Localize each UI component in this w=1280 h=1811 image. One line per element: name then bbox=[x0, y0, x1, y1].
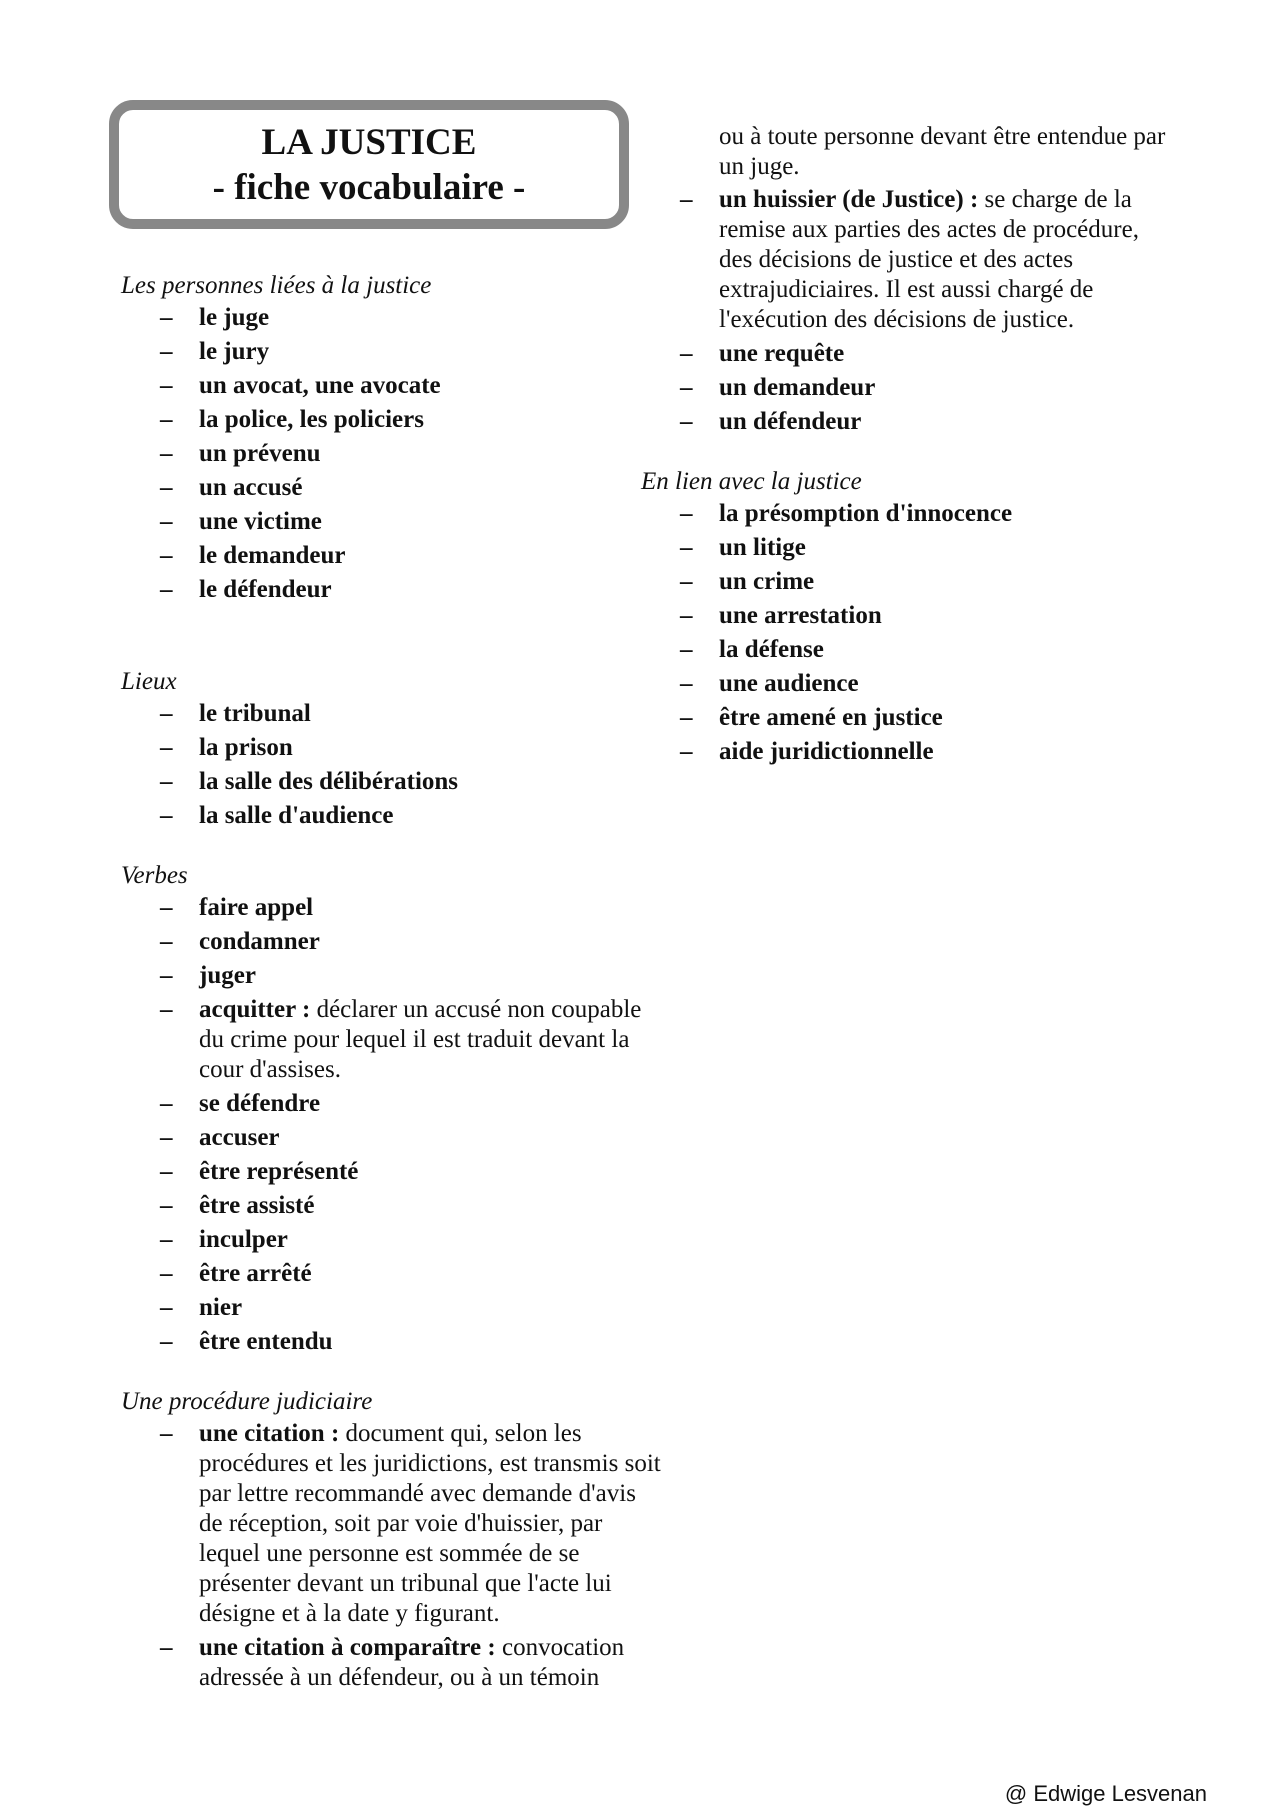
list-item bbox=[199, 1156, 661, 1188]
page-title: LA JUSTICE bbox=[261, 121, 477, 163]
term: la salle des délibérations bbox=[199, 768, 459, 795]
term: être assisté bbox=[199, 1192, 315, 1219]
title-box bbox=[109, 100, 629, 229]
term: le demandeur bbox=[199, 542, 346, 569]
list-item bbox=[199, 506, 661, 538]
term: la police, les policiers bbox=[199, 406, 424, 433]
term: la prison bbox=[199, 734, 293, 761]
term: un accusé bbox=[199, 474, 303, 501]
list-item bbox=[199, 302, 661, 334]
list-item bbox=[199, 1292, 661, 1324]
list-item bbox=[199, 1326, 661, 1358]
definition: se charge de la remise aux parties des actes de procédure, des décisions de justice et des actes extrajudiciaires. Il est aussi chargé de l'exécution des décisions de justice. bbox=[719, 186, 1139, 333]
term-list bbox=[121, 1418, 661, 1694]
term: nier bbox=[199, 1294, 243, 1321]
definition: document qui, selon les procédures et les juridictions, est transmis soit par lettre recommandé avec demande d'avis de réception, soit par voie d'huissier, par lequel une personne est sommée de se présenter devant un tribunal que l'acte lui désigne et à la date y figurant. bbox=[199, 1420, 661, 1627]
definition-continuation: ou à toute personne devant être entendue par un juge. bbox=[719, 123, 1166, 180]
term: une citation : bbox=[199, 1420, 340, 1447]
list-item bbox=[199, 994, 661, 1086]
term: le défendeur bbox=[199, 576, 332, 603]
list-item bbox=[199, 438, 661, 470]
term: être entendu bbox=[199, 1328, 333, 1355]
section-verbes bbox=[121, 860, 661, 1358]
term: le jury bbox=[199, 338, 270, 365]
term-list bbox=[121, 698, 661, 832]
term: la présomption d'innocence bbox=[719, 500, 1013, 527]
list-item bbox=[199, 1632, 661, 1694]
term: être représenté bbox=[199, 1158, 359, 1185]
list-item bbox=[199, 336, 661, 368]
term: une victime bbox=[199, 508, 322, 535]
list-item bbox=[719, 372, 1171, 404]
term: accuser bbox=[199, 1124, 280, 1151]
list-item bbox=[719, 184, 1171, 336]
term: la défense bbox=[719, 636, 824, 663]
term: un huissier (de Justice) : bbox=[719, 186, 979, 213]
list-item bbox=[199, 1418, 661, 1630]
term-list bbox=[641, 184, 1171, 438]
list-item bbox=[199, 732, 661, 764]
list-item bbox=[719, 668, 1171, 700]
list-item bbox=[719, 634, 1171, 666]
list-item bbox=[199, 370, 661, 402]
term: condamner bbox=[199, 928, 320, 955]
section-en-lien bbox=[641, 466, 1171, 768]
term: une citation à comparaître : bbox=[199, 1634, 496, 1661]
list-item bbox=[719, 532, 1171, 564]
section-title: Lieux bbox=[121, 668, 177, 695]
section-lieux bbox=[121, 666, 661, 832]
term: une arrestation bbox=[719, 602, 882, 629]
term: une audience bbox=[719, 670, 859, 697]
section-title: Les personnes liées à la justice bbox=[121, 272, 432, 299]
term: le juge bbox=[199, 304, 270, 331]
definition: déclarer un accusé non coupable du crime pour lequel il est traduit devant la cour d'assises. bbox=[199, 996, 642, 1083]
list-item bbox=[199, 800, 661, 832]
term: inculper bbox=[199, 1226, 288, 1253]
list-item bbox=[719, 566, 1171, 598]
list-item bbox=[199, 960, 661, 992]
term: se défendre bbox=[199, 1090, 321, 1117]
list-item bbox=[199, 1224, 661, 1256]
list-item bbox=[199, 1190, 661, 1222]
term-list bbox=[121, 892, 661, 1358]
list-item bbox=[719, 406, 1171, 438]
term: le tribunal bbox=[199, 700, 311, 727]
term: un crime bbox=[719, 568, 815, 595]
list-item bbox=[199, 472, 661, 504]
list-item bbox=[199, 1258, 661, 1290]
right-column bbox=[641, 122, 1171, 770]
list-item bbox=[199, 766, 661, 798]
term: juger bbox=[199, 962, 256, 989]
section-title: Verbes bbox=[121, 862, 188, 889]
list-item bbox=[199, 1122, 661, 1154]
term: faire appel bbox=[199, 894, 314, 921]
list-item bbox=[199, 404, 661, 436]
list-item bbox=[199, 926, 661, 958]
term-list bbox=[641, 498, 1171, 768]
list-item bbox=[719, 600, 1171, 632]
list-item bbox=[719, 338, 1171, 370]
term: aide juridictionnelle bbox=[719, 738, 934, 765]
list-item bbox=[199, 698, 661, 730]
list-item bbox=[199, 892, 661, 924]
term: un avocat, une avocate bbox=[199, 372, 441, 399]
list-item bbox=[719, 702, 1171, 734]
section-title: Une procédure judiciaire bbox=[121, 1388, 373, 1415]
section-personnes bbox=[121, 270, 661, 606]
left-column bbox=[121, 270, 661, 1696]
term: la salle d'audience bbox=[199, 802, 394, 829]
list-item bbox=[719, 498, 1171, 530]
term: un prévenu bbox=[199, 440, 321, 467]
list-item bbox=[719, 736, 1171, 768]
page-subtitle: - fiche vocabulaire - bbox=[212, 166, 526, 208]
section-procedure bbox=[121, 1386, 661, 1694]
list-item bbox=[199, 540, 661, 572]
term-list bbox=[121, 302, 661, 606]
term: une requête bbox=[719, 340, 845, 367]
term: un litige bbox=[719, 534, 806, 561]
section-title: En lien avec la justice bbox=[641, 468, 862, 495]
term: acquitter : bbox=[199, 996, 311, 1023]
list-item bbox=[199, 1088, 661, 1120]
term: être arrêté bbox=[199, 1260, 312, 1287]
term: un défendeur bbox=[719, 408, 862, 435]
list-item bbox=[199, 574, 661, 606]
author-credit: @ Edwige Lesvenan bbox=[1004, 1781, 1207, 1806]
term: un demandeur bbox=[719, 374, 876, 401]
definition: convocation adressée à un défendeur, ou à un témoin bbox=[199, 1634, 625, 1691]
term: être amené en justice bbox=[719, 704, 943, 731]
